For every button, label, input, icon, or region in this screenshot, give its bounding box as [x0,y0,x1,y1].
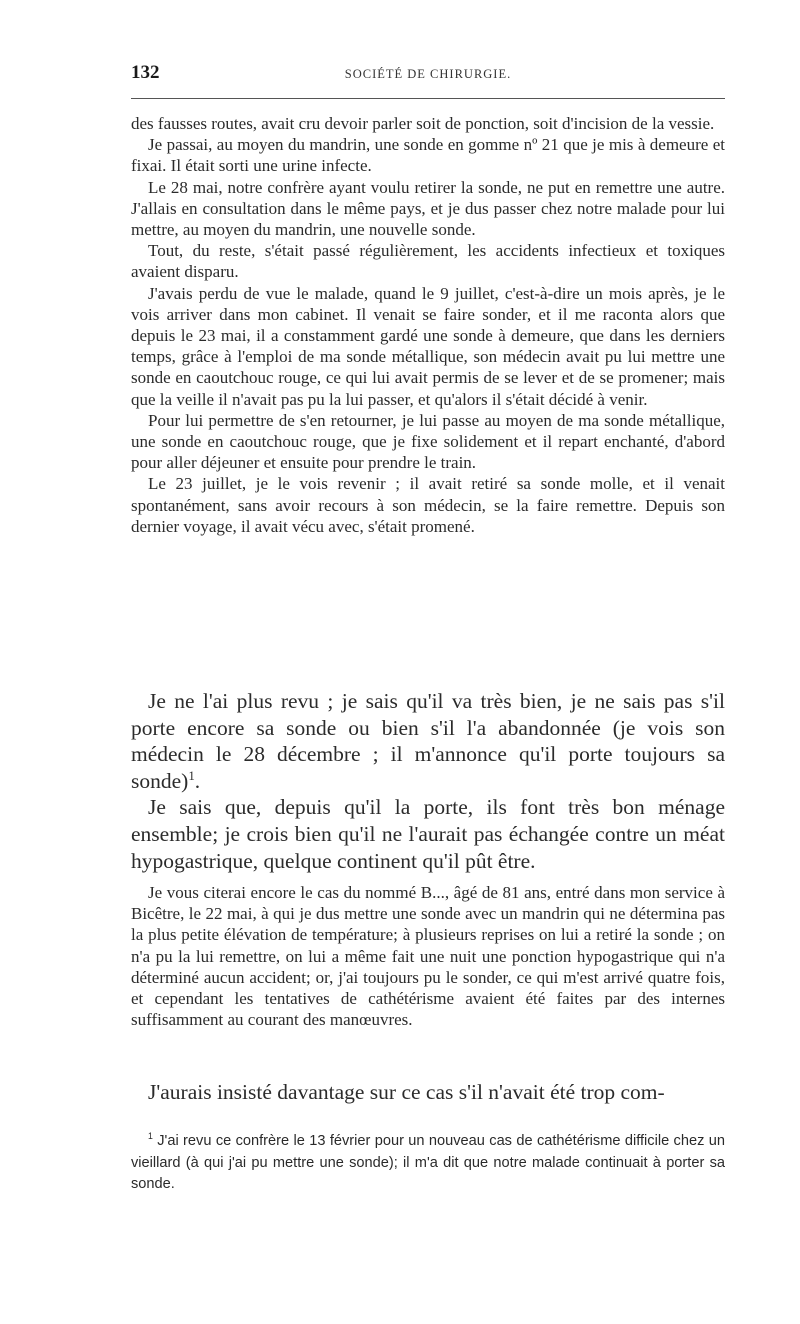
footnote-text: J'ai revu ce confrère le 13 février pour un nouveau cas de cathétérisme difficile chez un vieillard (à qui j'ai pu mettre une sonde); il m'a dit que notre malade continuait à porter sa sonde. [131,1133,725,1192]
page-header [131,62,725,88]
second-case-block [131,882,725,1030]
paragraph: Tout, du reste, s'était passé régulièrement, les accidents infectieux et toxiques avaient disparu. [131,241,725,282]
footnote [131,1131,725,1196]
running-head: SOCIÉTÉ DE CHIRURGIE. [344,67,512,81]
paragraph: Je passai, au moyen du mandrin, une sonde en gomme nº 21 que je mis à demeure et fixai. Il était sorti une urine infecte. [131,135,725,176]
header-rule [131,98,725,99]
paragraph: Pour lui permettre de s'en retourner, je lui passe au moyen de ma sonde métallique, une sonde en caoutchouc rouge, que je fixe solidement et il repart enchanté, d'abord pour aller déjeuner et ensuite pour prendre le train. [131,410,725,473]
paragraph-text: Je ne l'ai plus revu ; je sais qu'il va très bien, je ne sais pas s'il porte encore sa sonde ou bien s'il l'a abandonnée (je vois son médecin le 28 décembre ; il m'annonce qu'il porte toujours sa sonde) [131,689,725,793]
page-number: 132 [131,62,160,83]
paragraph: des fausses routes, avait cru devoir parler soit de ponction, soit d'incision de la vessie. [131,114,715,133]
paragraph: Je vous citerai encore le cas du nommé B..., âgé de 81 ans, entré dans mon service à Bicêtre, le 22 mai, à qui je dus mettre une sonde avec un mandrin qui ne détermina pas la plus petite élévation de température; à plusieurs reprises on lui a retiré la sonde ; on n'a pu la lui remettre, on lui a même fait une nuit une ponction hypogastrique qui n'a déterminé aucun accident; or, j'ai toujours pu le sonder, ce qui m'est arrivé quatre fois, et cependant les tentatives de cathétérisme avaient été faites par des internes suffisamment au courant des manœuvres. [131,883,725,1030]
footnote-marker: 1 [148,1131,153,1142]
footnote-reference[interactable]: 1 [188,768,195,783]
case-narrative-block [131,113,725,537]
paragraph: Le 28 mai, notre confrère ayant voulu retirer la sonde, ne put en remettre une autre. J'allais en consultation dans le même pays, et je dus passer chez notre malade pour lui mettre, au moyen du mandrin, une nouvelle sonde. [131,177,725,240]
large-type-block [131,688,725,874]
paragraph [131,688,725,794]
paragraph: J'aurais insisté davantage sur ce cas s'il n'avait été trop com- [148,1080,665,1104]
paragraph: J'avais perdu de vue le malade, quand le 9 juillet, c'est-à-dire un mois après, je le vois arriver dans mon cabinet. Il venait se faire sonder, et il me raconta alors que depuis le 23 mai, il a constamment gardé une sonde à demeure, que dans les derniers temps, grâce à l'emploi de ma sonde métallique, son médecin avait pu lui mettre une sonde en caoutchouc rouge, ce qui lui avait permis de se lever et de se promener; mais que la veille il n'avait pas pu la lui passer, et qu'alors il s'était décidé à venir. [131,283,725,409]
paragraph: Le 23 juillet, je le vois revenir ; il avait retiré sa sonde molle, et il venait spontanément, sans avoir recours à son médecin, se la faire remettre. Depuis son dernier voyage, il avait vécu avec, s'était promené. [131,474,725,536]
closing-line-block [131,1079,725,1106]
footnote-block [131,1131,725,1196]
paragraph-end: . [194,768,201,793]
paragraph: Je sais que, depuis qu'il la porte, ils font très bon ménage ensemble; je crois bien qu'il ne l'aurait pas échangée contre un méat hypogastrique, quelque continent qu'il pût être. [131,795,725,873]
